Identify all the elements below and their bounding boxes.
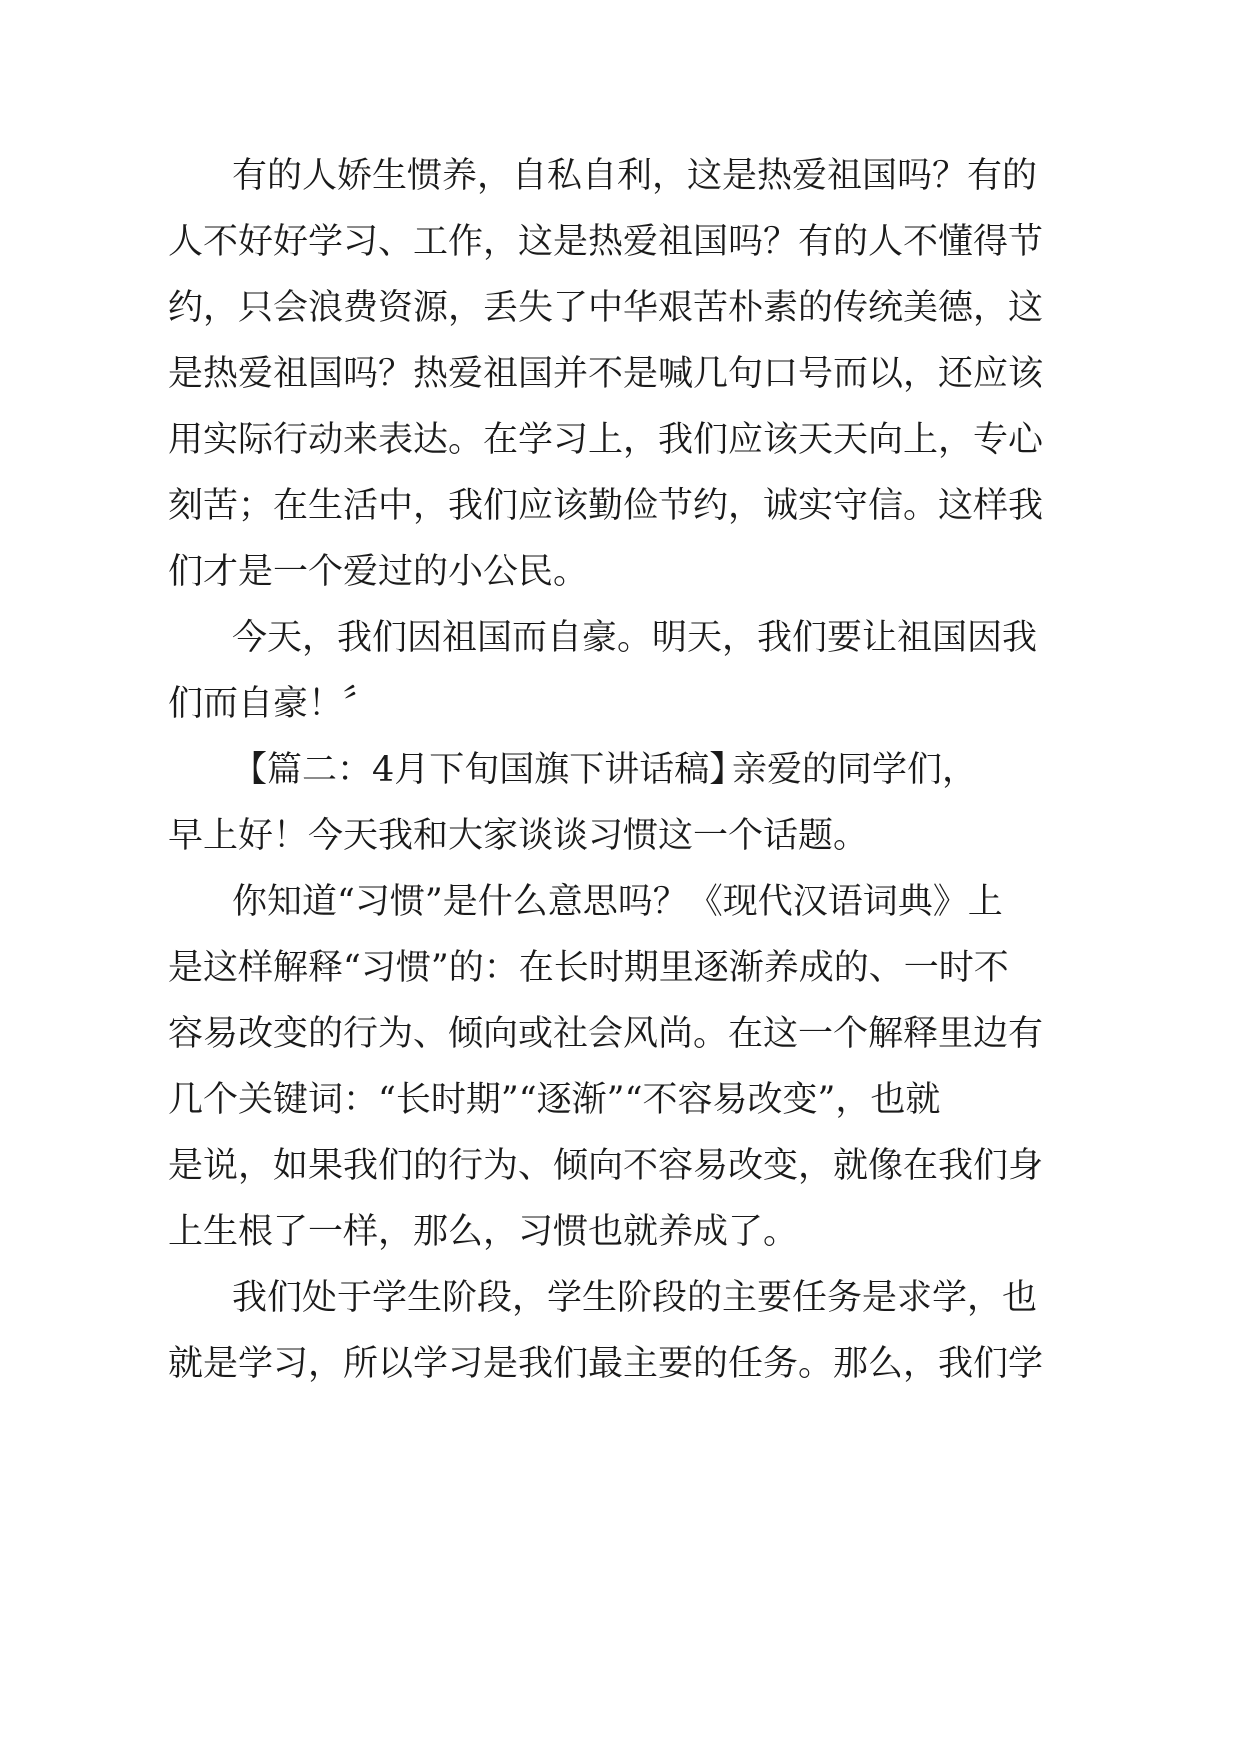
text-line (0, 278, 1240, 338)
text-line (0, 146, 1240, 206)
text-line (0, 1202, 1240, 1262)
text-line-content: 是热爱祖国吗？热爱祖国并不是喊几句口号而以，还应该 (168, 354, 1044, 394)
text-line (0, 344, 1240, 404)
text-line-content: 人不好好学习、工作，这是热爱祖国吗？有的人不懂得节 (168, 222, 1044, 262)
text-line-content: 上生根了一样，那么，习惯也就养成了。 (168, 1212, 799, 1252)
text-line-content: 早上好！今天我和大家谈谈习惯这一个话题。 (168, 816, 869, 856)
text-line-content: 今天，我们因祖国而自豪。明天，我们要让祖国因我 (232, 618, 1038, 658)
text-line-content: 是这样解释“习惯”的：在长时期里逐渐养成的、一时不 (168, 948, 1009, 988)
text-line-content: 是说，如果我们的行为、倾向不容易改变，就像在我们身 (168, 1146, 1044, 1186)
salutation: 亲爱的同学们， (732, 750, 978, 790)
text-line-content: 们才是一个爱过的小公民。 (168, 552, 589, 592)
text-line (0, 1136, 1240, 1196)
text-line (0, 542, 1240, 602)
text-line (0, 410, 1240, 470)
text-line-content: 有的人娇生惯养，自私自利，这是热爱祖国吗？有的 (232, 156, 1038, 196)
text-line (0, 1004, 1240, 1064)
text-line-content: 容易改变的行为、倾向或社会风尚。在这一个解释里边有 (168, 1014, 1044, 1054)
text-line (0, 1268, 1240, 1328)
text-line (0, 1070, 1240, 1130)
text-line (0, 674, 1240, 734)
text-line-content: 几个关键词：“长时期”“逐渐”“不容易改变”，也就 (168, 1080, 941, 1120)
text-line-content: 就是学习，所以学习是我们最主要的任务。那么，我们学 (168, 1344, 1044, 1384)
text-line-content: 用实际行动来表达。在学习上，我们应该天天向上，专心 (168, 420, 1044, 460)
text-line-content: 约，只会浪费资源，丢失了中华艰苦朴素的传统美德，这 (168, 288, 1044, 328)
text-line-content: 你知道“习惯”是什么意思吗？《现代汉语词典》上 (232, 882, 1003, 922)
section-heading: 【篇二：4月下旬国旗下讲话稿】 (232, 750, 745, 790)
text-line-content: 刻苦；在生活中，我们应该勤俭节约，诚实守信。这样我 (168, 486, 1044, 526)
text-line (0, 608, 1240, 668)
text-line (0, 212, 1240, 272)
section-heading-line (0, 740, 1240, 800)
text-line (0, 872, 1240, 932)
text-line (0, 806, 1240, 866)
text-line-content: 我们处于学生阶段，学生阶段的主要任务是求学，也 (232, 1278, 1038, 1318)
text-line (0, 476, 1240, 536)
text-line (0, 1334, 1240, 1394)
text-line-content: 们而自豪！〞 (168, 684, 379, 724)
text-line (0, 938, 1240, 998)
